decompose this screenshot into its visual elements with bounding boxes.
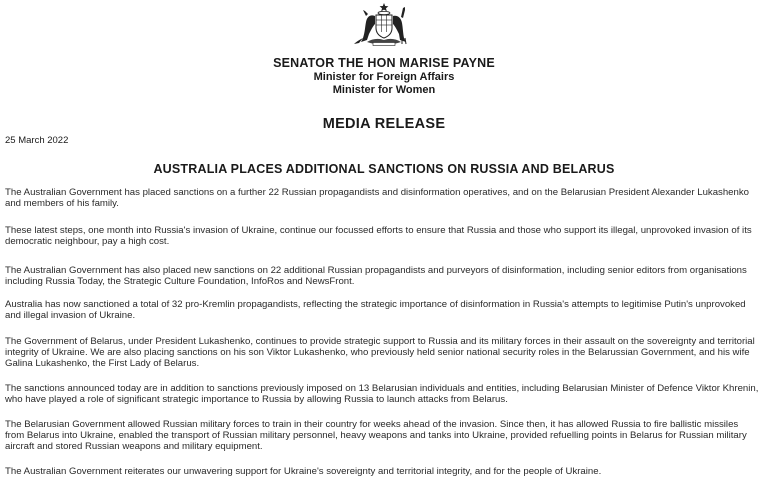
body-paragraph-6: The sanctions announced today are in addition to sanctions previously imposed on 13 Belarusian individuals and entities, including Belarusian Minister of Defence Viktor Khrenin, who have played a role of significant strategic importance to Russia by allowing Russia to launch attacks from Belarus.: [5, 383, 759, 405]
release-headline: AUSTRALIA PLACES ADDITIONAL SANCTIONS ON RUSSIA AND BELARUS: [153, 162, 615, 176]
body-paragraph-3: The Australian Government has also placed new sanctions on 22 additional Russian propagandists and purveyors of disinformation, including senior editors from organisations including Russia Today, the Strategic Culture Foundation, InfoRos and NewsFront.: [5, 265, 747, 287]
body-paragraph-2: These latest steps, one month into Russia's invasion of Ukraine, continue our focussed efforts to ensure that Russia and those who support its illegal, unprovoked invasion of its democratic neighbour, pay a high cost.: [5, 225, 752, 247]
senator-name: SENATOR THE HON MARISE PAYNE: [273, 56, 495, 70]
body-paragraph-5: The Government of Belarus, under President Lukashenko, continues to provide strategic support to Russia and its military forces in their assault on the sovereignty and territorial integrity of Ukraine. We are also placing sanctions on his son Viktor Lukashenko, who previously held senior national security roles in the Belarussian Government, and his wife Galina Lukashenko, the First Lady of Belarus.: [5, 336, 755, 369]
minister-title-foreign-affairs: Minister for Foreign Affairs: [313, 71, 455, 83]
minister-title-women: Minister for Women: [332, 84, 436, 96]
body-paragraph-7: The Belarusian Government allowed Russian military forces to train in their country for weeks ahead of the invasion. Since then, it has allowed Russia to fire ballistic missiles from Belarus into Ukraine, enabled the transport of Russian military personnel, heavy weapons and tanks into Ukraine, provided refuelling points in Belarus for Russian military aircraft and stored Russian weapons and military equipment.: [5, 419, 747, 452]
media-release-heading: MEDIA RELEASE: [322, 116, 446, 132]
body-paragraph-8: The Australian Government reiterates our unwavering support for Ukraine's sovereignty and territorial integrity, and for the people of Ukraine.: [5, 466, 602, 477]
coat-of-arms-icon: [353, 2, 415, 46]
body-paragraph-4: Australia has now sanctioned a total of 32 pro-Kremlin propagandists, reflecting the strategic importance of disinformation in Russia's attempts to legitimise Putin's unprovoked and illegal invasion of Ukraine.: [5, 299, 746, 321]
release-date: 25 March 2022: [5, 135, 69, 146]
body-paragraph-1: The Australian Government has placed sanctions on a further 22 Russian propagandists and disinformation operatives, and on the Belarusian President Alexander Lukashenko and members of his family.: [5, 187, 749, 209]
